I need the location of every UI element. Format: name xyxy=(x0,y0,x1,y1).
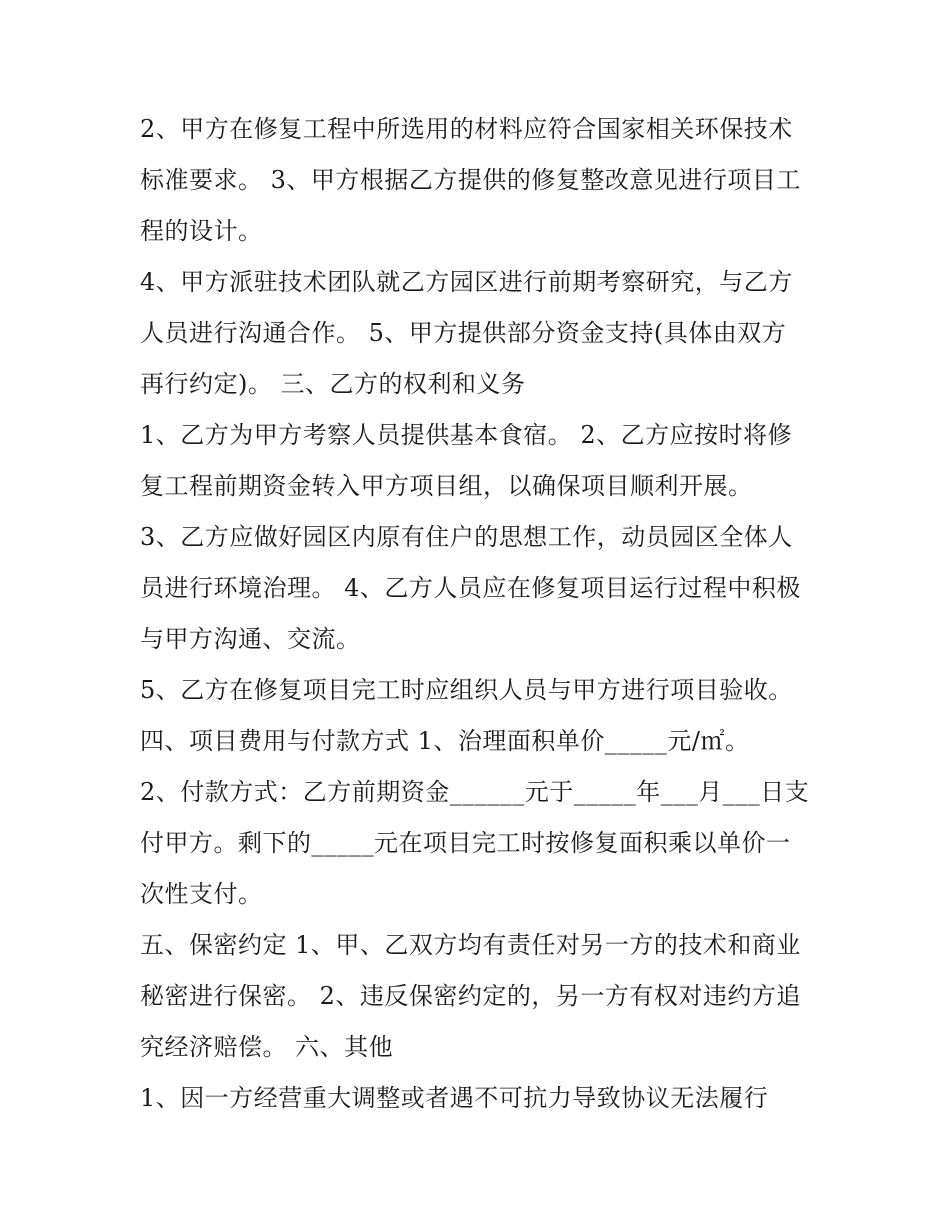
text-line: 人员进行沟通合作。 5、甲方提供部分资金支持(具体由双方 xyxy=(140,319,787,347)
text-line: 5、乙方在修复项目完工时应组织人员与甲方进行项目验收。 xyxy=(140,676,793,704)
text-line: 1、因一方经营重大调整或者遇不可抗力导致协议无法履行 xyxy=(140,1084,769,1112)
text-line: 2、甲方在修复工程中所选用的材料应符合国家相关环保技术 xyxy=(140,115,793,143)
text-line: 付甲方。剩下的_____元在项目完工时按修复面积乘以单价一 xyxy=(140,829,791,857)
text-line: 五、保密约定 1、甲、乙双方均有责任对另一方的技术和商业 xyxy=(140,931,801,959)
text-line: 四、项目费用与付款方式 1、治理面积单价_____元/㎡。 xyxy=(140,727,750,755)
text-line: 3、乙方应做好园区内原有住户的思想工作，动员园区全体人 xyxy=(140,523,793,551)
text-line: 与甲方沟通、交流。 xyxy=(140,625,361,653)
text-line: 复工程前期资金转入甲方项目组，以确保项目顺利开展。 xyxy=(140,472,753,500)
text-line: 次性支付。 xyxy=(140,880,263,908)
text-line: 究经济赔偿。 六、其他 xyxy=(140,1033,394,1061)
text-line: 秘密进行保密。 2、违反保密约定的，另一方有权对违约方追 xyxy=(140,982,801,1010)
text-line: 2、付款方式：乙方前期资金______元于_____年___月___日支 xyxy=(140,778,810,806)
text-line: 标准要求。 3、甲方根据乙方提供的修复整改意见进行项目工 xyxy=(140,166,801,194)
text-line: 再行约定)。 三、乙方的权利和义务 xyxy=(140,370,526,398)
text-line: 程的设计。 xyxy=(140,217,263,245)
text-line: 1、乙方为甲方考察人员提供基本食宿。 2、乙方应按时将修 xyxy=(140,421,793,449)
text-line: 4、甲方派驻技术团队就乙方园区进行前期考察研究，与乙方 xyxy=(140,268,793,296)
text-line: 员进行环境治理。 4、乙方人员应在修复项目运行过程中积极 xyxy=(140,574,801,602)
document-body xyxy=(140,104,820,1124)
